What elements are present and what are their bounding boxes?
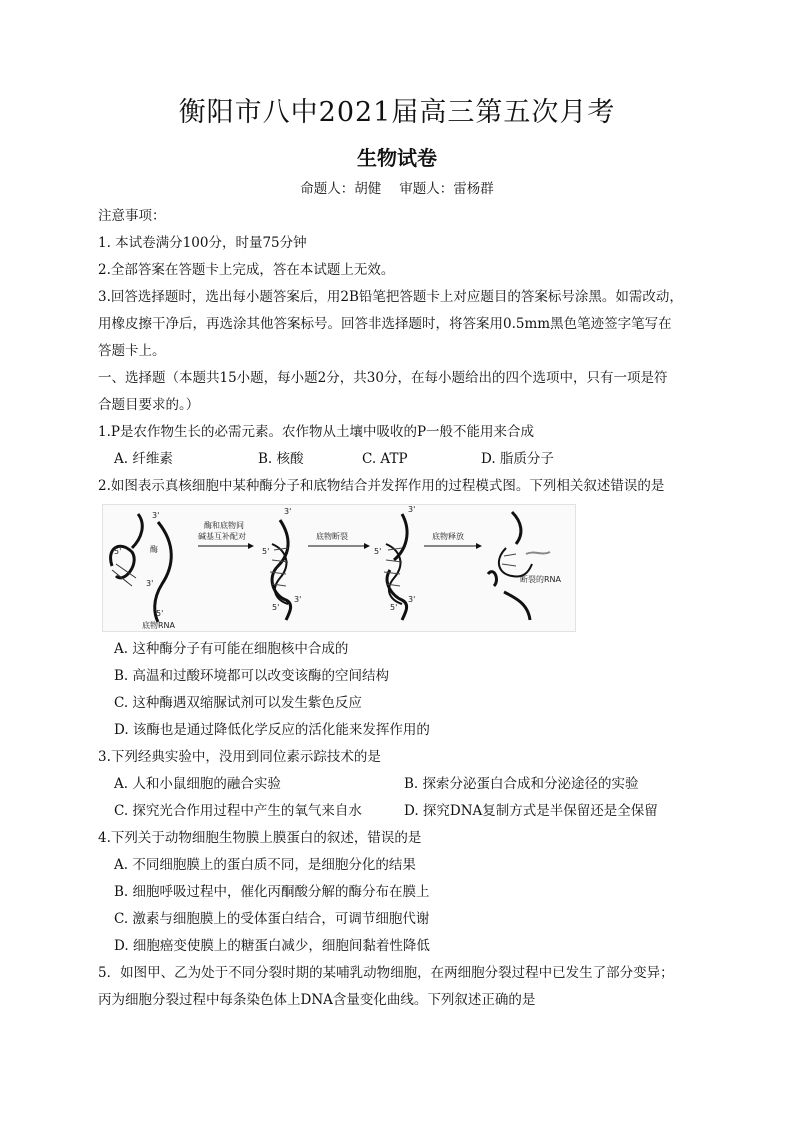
question-3-option-c: C. 探究光合作用过程中产生的氧气来自水 [114,803,362,819]
question-5-stem-cont: 丙为细胞分裂过程中每条染色体上DNA含量变化曲线。下列叙述正确的是 [98,992,536,1008]
question-5-stem: 5．如图甲、乙为处于不同分裂时期的某哺乳动物细胞，在两细胞分裂过程中已发生了部分变异； [98,965,674,981]
exam-subtitle: 生物试卷 [357,146,437,170]
enzyme-process-figure [102,500,698,636]
question-3-options-row-1 [98,771,698,798]
author-line [0,177,794,197]
figure-frame [103,505,576,632]
question-1-option-a: A. 纤维素 [114,451,173,467]
question-2-option-a: A. 这种酶分子有可能在细胞核中合成的 [114,641,349,657]
question-2-stem: 2.如图表示真核细胞中某种酶分子和底物结合并发挥作用的过程模式图。下列相关叙述错误的是 [98,478,665,494]
prime-3-label: 3' [408,505,416,514]
step-pairing-label-2: 碱基互补配对 [198,532,246,541]
broken-rna-label: 断裂的RNA [520,575,562,584]
prime-5-label: 5' [374,547,382,556]
question-4-option-b: B. 细胞呼吸过程中，催化丙酮酸分解的酶分布在膜上 [114,884,430,900]
question-1-option-c: C. ATP [362,451,408,467]
step-cleavage-label: 底物断裂 [316,532,348,541]
prime-5-label: 5' [272,603,280,612]
question-3-options-row-2 [98,798,698,825]
question-1-options [98,446,698,473]
question-reviewer: 审题人：雷杨群 [399,181,494,197]
question-3-option-b: B. 探索分泌蛋白合成和分泌途径的实验 [404,776,639,792]
question-2-option-d: D. 该酶也是通过降低化学反应的活化能来发挥作用的 [114,722,430,738]
prime-5-label: 5' [390,603,398,612]
exam-body [98,203,698,1014]
question-1-stem: 1.P是农作物生长的必需元素。农作物从土壤中吸收的P一般不能用来合成 [98,424,535,440]
question-3-stem: 3.下列经典实验中，没用到同位素示踪技术的是 [98,749,381,765]
section-heading-cont: 合题目要求的。） [98,397,200,413]
question-1-option-b: B. 核酸 [258,451,304,467]
note-item: 2.全部答案在答题卡上完成，答在本试题上无效。 [98,262,395,278]
step-release-label: 底物释放 [432,532,464,541]
question-4-option-a: A. 不同细胞膜上的蛋白质不同，是细胞分化的结果 [114,857,416,873]
question-2-option-b: B. 高温和过酸环境都可以改变该酶的空间结构 [114,668,390,684]
prime-3-label: 3' [284,507,292,516]
enzyme-label: 酶 [150,545,158,554]
note-item: 答题卡上。 [98,343,166,359]
prime-3-label: 3' [294,595,302,604]
note-item: 1. 本试卷满分100分，时量75分钟 [98,235,307,251]
prime-3-label: 3' [408,595,416,604]
question-4-option-d: D. 细胞癌变使膜上的糖蛋白减少，细胞间黏着性降低 [114,938,430,954]
substrate-rna-label: 底物RNA [142,621,176,630]
notes-heading: 注意事项： [98,208,166,224]
prime-5-label: 5' [114,547,122,556]
prime-5-label: 5' [262,547,270,556]
question-setter: 命题人：胡健 [300,181,382,197]
question-3-option-a: A. 人和小鼠细胞的融合实验 [114,776,281,792]
prime-5-label: 5' [156,609,164,618]
question-1-option-d: D. 脂质分子 [481,451,554,467]
prime-3-label: 3' [152,511,160,520]
exam-title: 衡阳市八中2021届高三第五次月考 [178,97,616,128]
question-3-option-d: D. 探究DNA复制方式是半保留还是全保留 [404,803,658,819]
question-4-stem: 4.下列关于动物细胞生物膜上膜蛋白的叙述，错误的是 [98,830,422,846]
question-4-option-c: C. 激素与细胞膜上的受体蛋白结合，可调节细胞代谢 [114,911,430,927]
question-2-option-c: C. 这种酶遇双缩脲试剂可以发生紫色反应 [114,695,362,711]
prime-3-label: 3' [146,579,154,588]
note-item: 3.回答选择题时，选出每小题答案后，用2B铅笔把答题卡上对应题目的答案标号涂黑。如需改动， [98,289,683,305]
enzyme-diagram [102,504,582,632]
note-item: 用橡皮擦干净后，再选涂其他答案标号。回答非选择题时，将答案用0.5mm黑色笔迹签字笔写在 [98,316,672,332]
step-pairing-label-1: 酶和底物间 [204,521,244,530]
section-heading: 一、选择题（本题共15小题，每小题2分，共30分，在每小题给出的四个选项中，只有一项是符 [98,370,668,386]
